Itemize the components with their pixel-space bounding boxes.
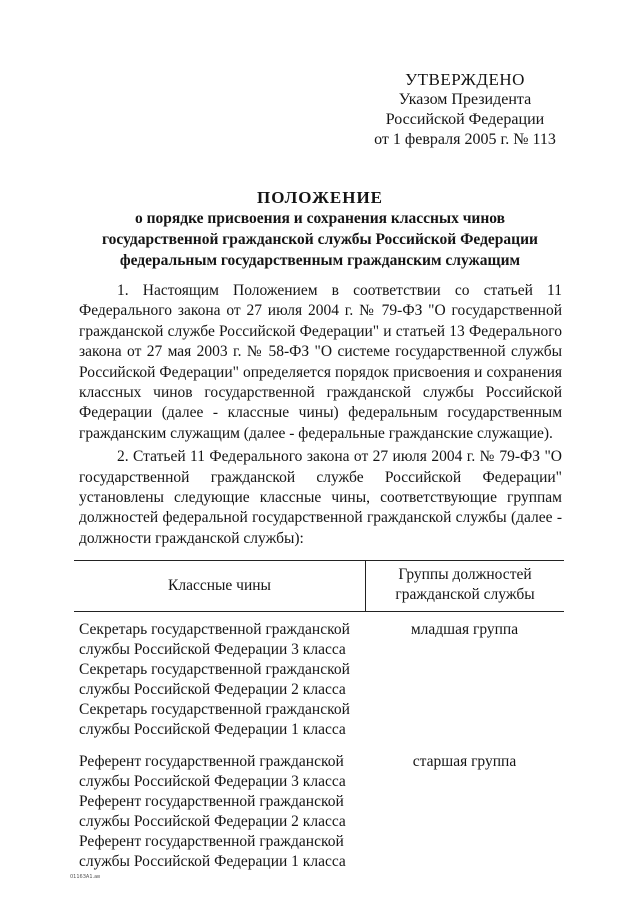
header-class-ranks: Классные чины — [74, 561, 366, 611]
rank-line: Референт государственной гражданской — [79, 753, 344, 770]
class-ranks-table — [74, 560, 564, 872]
header-position-groups-line-2: гражданской службы — [395, 586, 535, 603]
position-group-label: младшая группа — [410, 621, 519, 638]
document-subtitle-line-2: государственной гражданской службы Российской Федерации — [102, 231, 538, 248]
rank-line: службы Российской Федерации 3 класса — [79, 773, 346, 790]
table-row-senior-group — [74, 752, 564, 872]
paragraph-1: 1. Настоящим Положением в соответствии со статьей 11 Федерального закона от 27 июля 2004 г. № 79-ФЗ "О государственной гражданской службе Российской Федерации" и статьей 13 Федерального закона от 27 мая 2003 г. № 58-ФЗ "О системе государственной службы Российской Федерации" определяется порядок присвоения и сохранения классных чинов государственной гражданской службы Российской Федерации (далее - классные чины) федеральным государственным гражданским служащим (далее - федеральные гражданские служащие). — [79, 282, 562, 442]
rank-line: Референт государственной гражданской — [79, 833, 344, 850]
rank-line: Секретарь государственной гражданской — [79, 701, 350, 718]
position-group-label: старшая группа — [412, 753, 517, 770]
approval-country: Российской Федерации — [385, 111, 545, 128]
rank-line: службы Российской Федерации 2 класса — [79, 681, 346, 698]
paragraph-2: 2. Статьей 11 Федерального закона от 27 июля 2004 г. № 79-ФЗ "О государственной гражданской службе Российской Федерации" установлены следующие классные чины, соответствующие группам должностей федеральной государственной гражданской службы (далее - должности гражданской службы): — [79, 448, 562, 547]
rank-line: службы Российской Федерации 3 класса — [79, 641, 346, 658]
approval-date: от 1 февраля 2005 г. № 113 — [374, 131, 556, 148]
header-position-groups-line-1: Группы должностей — [398, 566, 532, 583]
table-header — [74, 560, 564, 612]
document-title: ПОЛОЖЕНИЕ — [257, 188, 383, 207]
header-position-groups — [366, 561, 564, 611]
rank-line: Секретарь государственной гражданской — [79, 621, 350, 638]
document-heading — [70, 187, 570, 271]
rank-names — [74, 752, 365, 872]
rank-line: Референт государственной гражданской — [79, 793, 344, 810]
table-row-junior-group — [74, 620, 564, 740]
rank-line: Секретарь государственной гражданской — [79, 661, 350, 678]
approval-stamp: УТВЕРЖДЕНО — [405, 70, 525, 89]
document-body — [79, 281, 562, 552]
footer-code: 0116ЗА1.ав — [70, 874, 101, 880]
document-subtitle-line-1: о порядке присвоения и сохранения классных чинов — [134, 210, 506, 227]
rank-line: службы Российской Федерации 1 класса — [79, 721, 346, 738]
rank-line: службы Российской Федерации 1 класса — [79, 853, 346, 870]
approval-block — [340, 70, 590, 150]
rank-names — [74, 620, 365, 740]
document-subtitle-line-3: федеральным государственным гражданским служащим — [119, 252, 521, 269]
rank-line: службы Российской Федерации 2 класса — [79, 813, 346, 830]
approval-authority: Указом Президента — [398, 91, 532, 108]
